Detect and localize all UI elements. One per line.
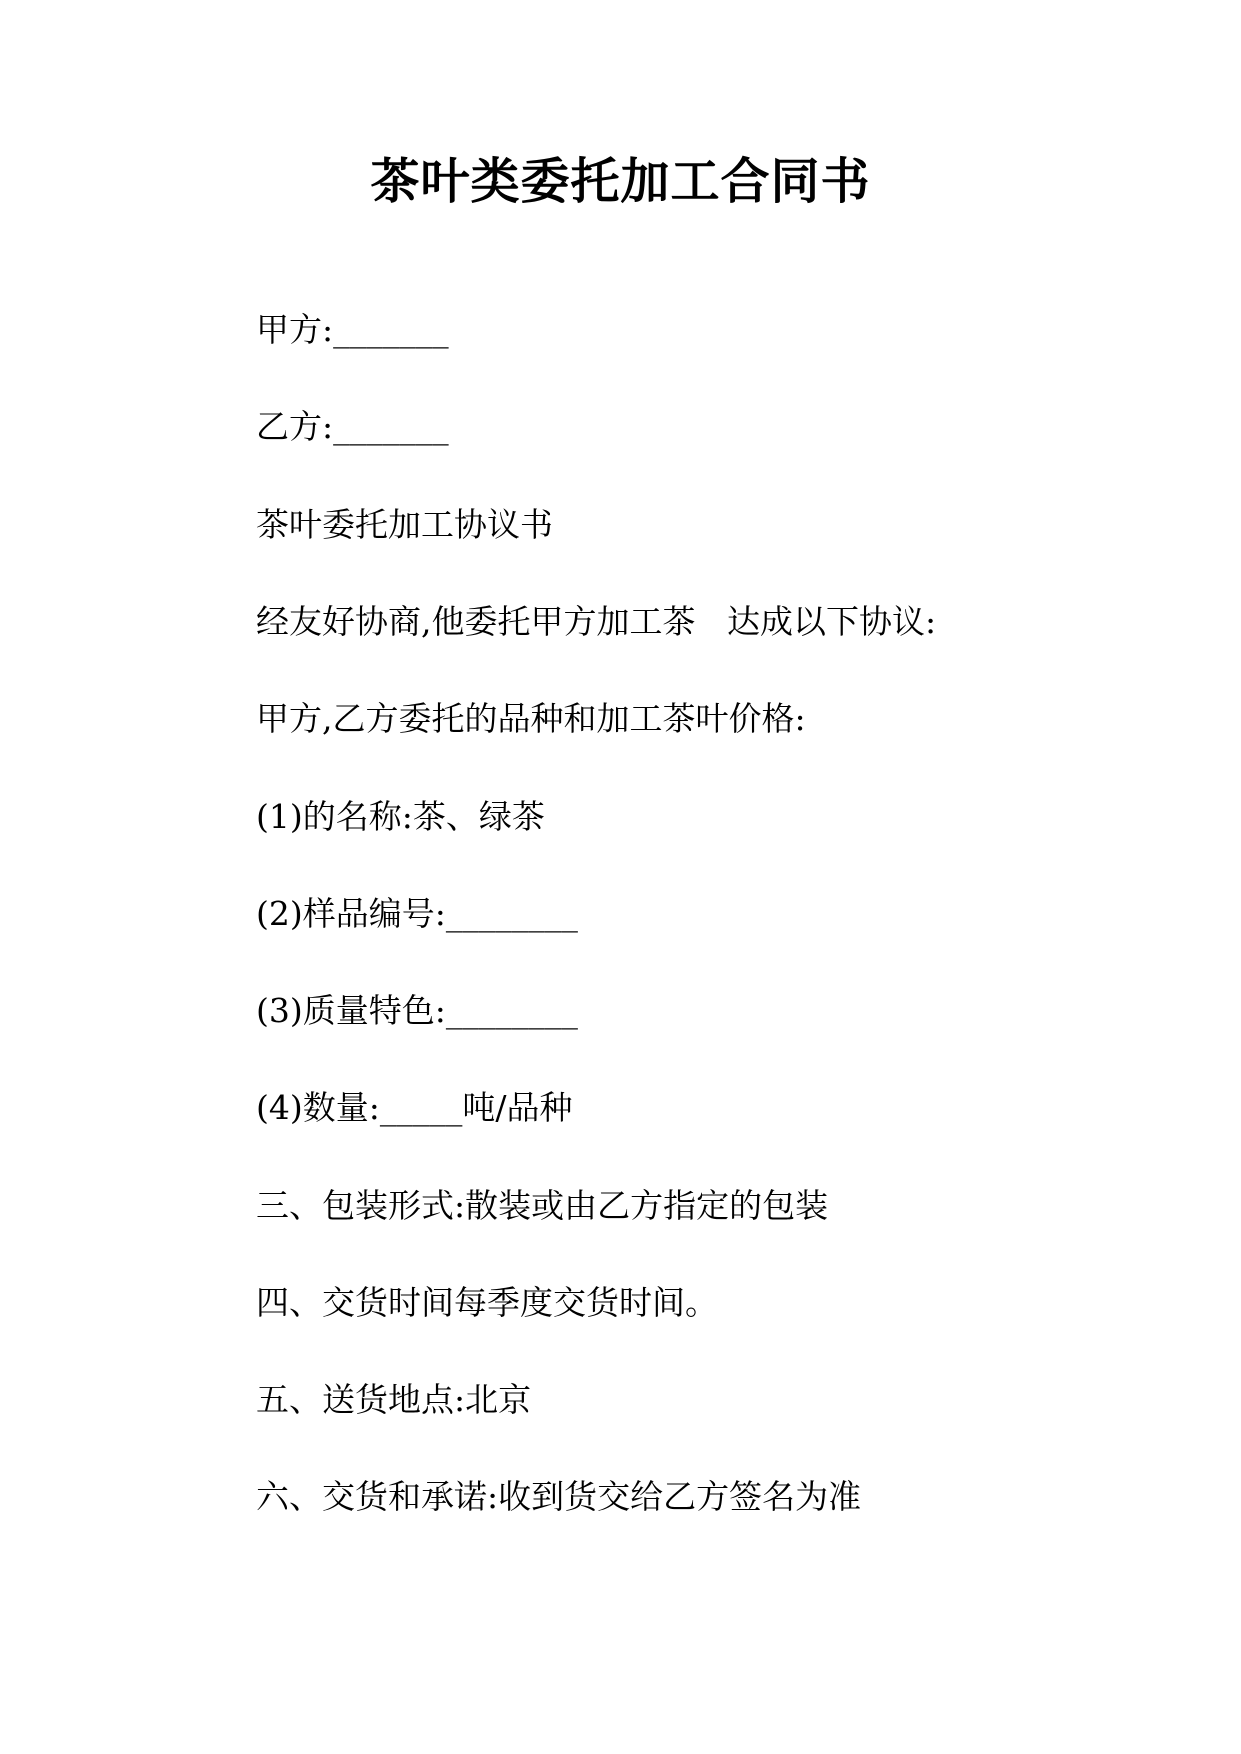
item-quality: (3)质量特色:________	[256, 991, 578, 1030]
clause-packaging: 三、包装形式:散装或由乙方指定的包装	[256, 1186, 829, 1225]
item-name: (1)的名称:茶、绿茶	[256, 797, 545, 836]
party-b-line: 乙方:_______	[256, 407, 449, 446]
agreement-subtitle: 茶叶委托加工协议书	[256, 505, 553, 544]
variety-price-heading: 甲方,乙方委托的品种和加工茶叶价格:	[256, 699, 806, 738]
clause-delivery-time: 四、交货时间每季度交货时间。	[256, 1283, 718, 1322]
clause-delivery-place: 五、送货地点:北京	[256, 1380, 532, 1419]
item-sample-number: (2)样品编号:________	[256, 894, 578, 933]
party-a-line: 甲方:_______	[256, 310, 449, 349]
document-title: 茶叶类委托加工合同书	[370, 152, 871, 210]
item-quantity: (4)数量:_____吨/品种	[256, 1088, 573, 1127]
clause-delivery-acceptance: 六、交货和承诺:收到货交给乙方签名为准	[256, 1477, 862, 1516]
agreement-intro: 经友好协商,他委托甲方加工茶 达成以下协议:	[256, 602, 937, 641]
